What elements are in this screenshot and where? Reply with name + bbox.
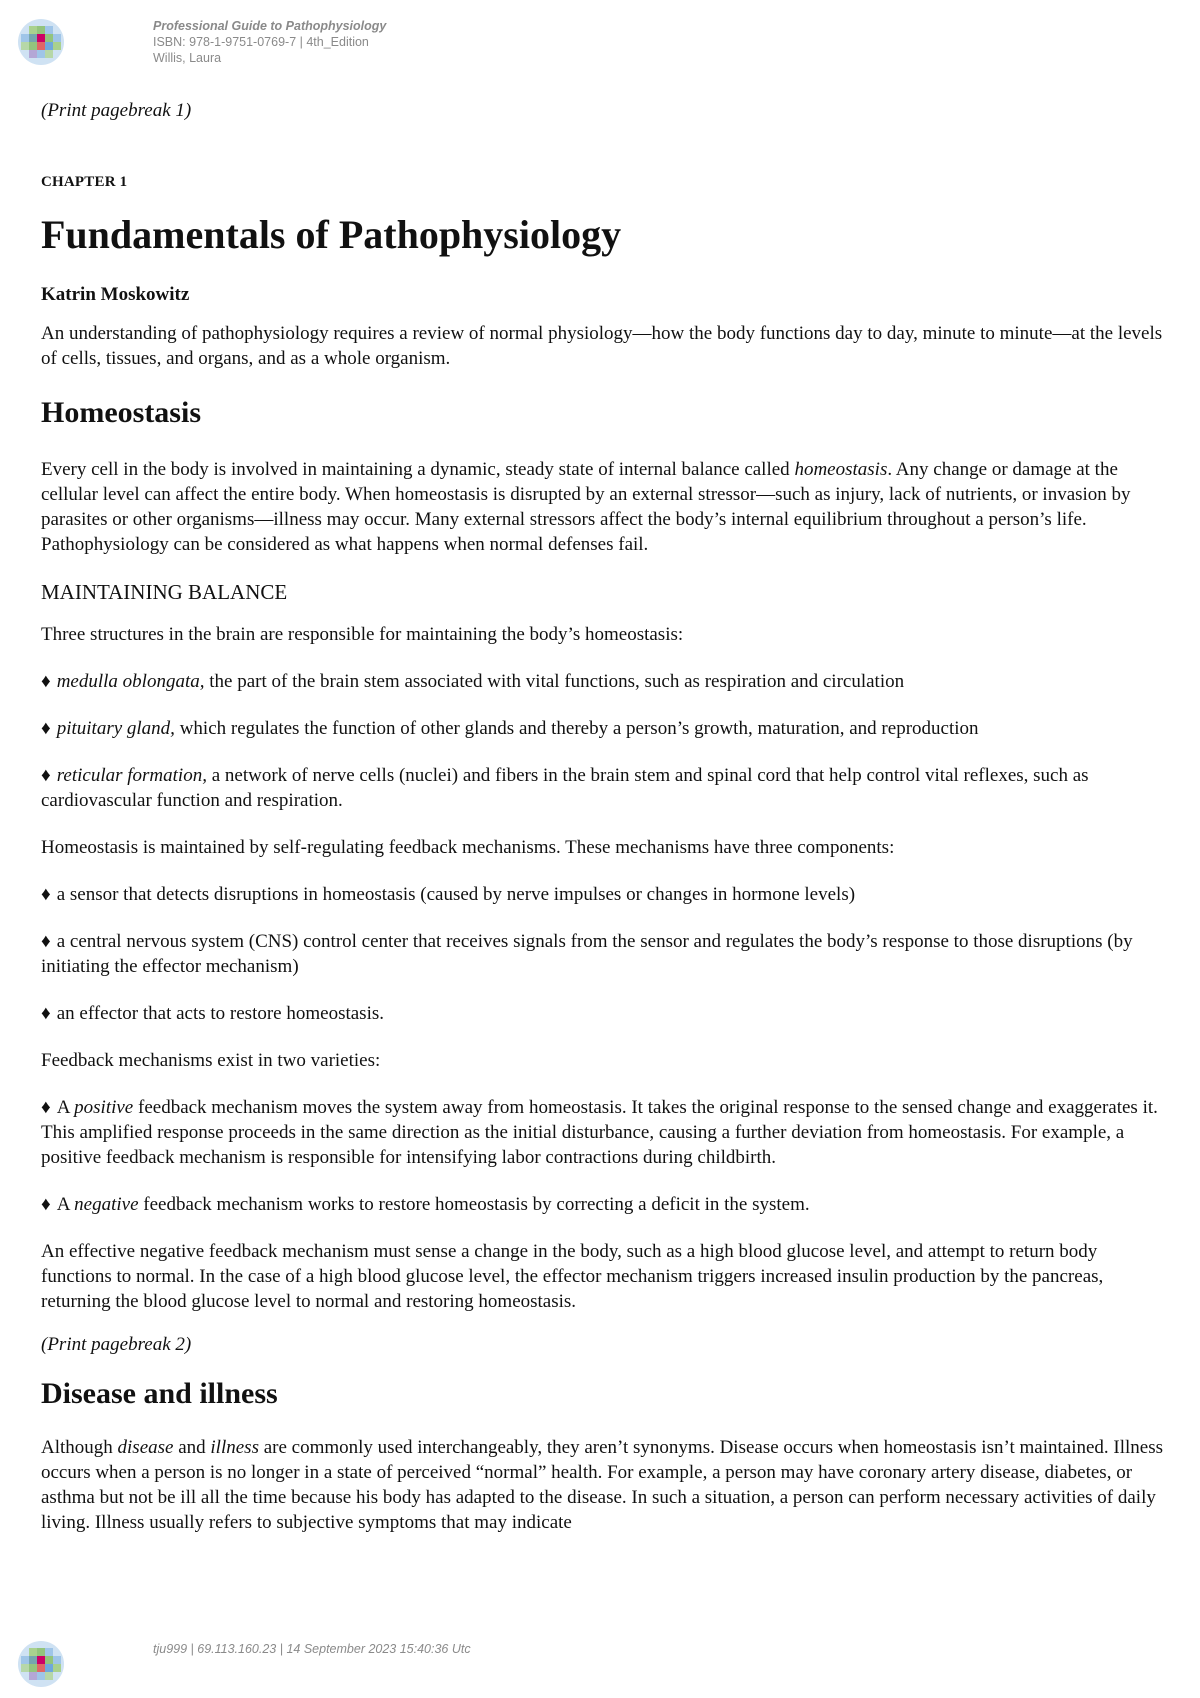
chapter-author: Katrin Moskowitz — [41, 284, 190, 305]
list-item: ♦ medulla oblongata, the part of the brain stem associated with vital functions, such as respiration and circulation — [41, 671, 905, 692]
negative-feedback-example: An effective negative feedback mechanism must sense a change in the body, such as a high blood glucose level, and attempt to return body functions to normal. In the case of a high blood glucose level, the effector mechanism triggers increased insulin production by the pancreas, returning the blood glucose level to normal and restoring homeostasis. — [41, 1241, 1104, 1312]
chapter-label: CHAPTER 1 — [41, 174, 128, 190]
feedback-intro: Homeostasis is maintained by self-regulating feedback mechanisms. These mechanisms have three components: — [41, 837, 895, 858]
book-author: Willis, Laura — [153, 51, 222, 65]
chapter-intro: An understanding of pathophysiology requires a review of normal physiology—how the body functions day to day, minute to minute—at the levels of cells, tissues, and organs, and as a whole organism. — [41, 323, 1163, 369]
diamond-bullet-icon: ♦ — [41, 1194, 51, 1215]
section-heading-homeostasis: Homeostasis — [41, 396, 201, 429]
print-pagebreak-1: (Print pagebreak 1) — [41, 100, 192, 121]
print-pagebreak-2: (Print pagebreak 2) — [41, 1334, 192, 1355]
list-item: ♦ A negative feedback mechanism works to restore homeostasis by correcting a deficit in the system. — [41, 1194, 810, 1215]
list-item: ♦ pituitary gland, which regulates the function of other glands and thereby a person’s growth, maturation, and reproduction — [41, 718, 979, 739]
homeostasis-paragraph: Every cell in the body is involved in maintaining a dynamic, steady state of internal balance called homeostasis. Any change or damage at the cellular level can affect the entire body. When homeostasis is disrupted by an external stressor—such as injury, lack of nutrients, or invasion by parasites or other organisms—illness may occur. Many external stressors affect the body’s internal equilibrium throughout a person’s life. Pathophysiology can be considered as what happens when normal defenses fail. — [41, 459, 1131, 555]
access-footer: tju999 | 69.113.160.23 | 14 September 2023 15:40:36 Utc — [153, 1642, 471, 1656]
diamond-bullet-icon: ♦ — [41, 765, 51, 786]
list-item: ♦ a sensor that detects disruptions in homeostasis (caused by nerve impulses or changes in hormone levels) — [41, 884, 856, 905]
list-item: ♦ reticular formation, a network of nerve cells (nuclei) and fibers in the brain stem and spinal cord that help control vital reflexes, such as cardiovascular function and respiration. — [41, 765, 1089, 811]
structures-intro: Three structures in the brain are responsible for maintaining the body’s homeostasis: — [41, 624, 684, 645]
disease-paragraph: Although disease and illness are commonly used interchangeably, they aren’t synonyms. Disease occurs when homeostasis isn’t maintained. Illness occurs when a person is no longer in a state of perceived “normal” health. For example, a person may have coronary artery disease, diabetes, or asthma but not be ill all the time because his body has adapted to the disease. In such a situation, a person can perform necessary activities of daily living. Illness usually refers to subjective symptoms that may indicate — [41, 1437, 1164, 1533]
isbn-line: ISBN: 978-1-9751-0769-7 | 4th_Edition — [153, 35, 369, 49]
diamond-bullet-icon: ♦ — [41, 1097, 51, 1118]
varieties-intro: Feedback mechanisms exist in two varieties: — [41, 1050, 381, 1071]
subsection-heading-maintaining-balance: MAINTAINING BALANCE — [41, 580, 288, 604]
diamond-bullet-icon: ♦ — [41, 718, 51, 739]
publisher-logo-icon — [17, 18, 65, 66]
diamond-bullet-icon: ♦ — [41, 931, 51, 952]
publisher-logo-icon — [17, 1640, 65, 1688]
list-item: ♦ an effector that acts to restore homeostasis. — [41, 1003, 384, 1024]
diamond-bullet-icon: ♦ — [41, 671, 51, 692]
book-title: Professional Guide to Pathophysiology — [153, 19, 387, 33]
chapter-title: Fundamentals of Pathophysiology — [41, 212, 622, 257]
list-item: ♦ A positive feedback mechanism moves the system away from homeostasis. It takes the original response to the sensed change and exaggerates it. This amplified response proceeds in the same direction as the initial disturbance, causing a further deviation from homeostasis. For example, a positive feedback mechanism is responsible for intensifying labor contractions during childbirth. — [41, 1097, 1158, 1168]
diamond-bullet-icon: ♦ — [41, 884, 51, 905]
page-content — [41, 98, 1171, 1535]
list-item: ♦ a central nervous system (CNS) control center that receives signals from the sensor and regulates the body’s response to those disruptions (by initiating the effector mechanism) — [41, 931, 1133, 977]
book-metadata — [153, 18, 386, 66]
diamond-bullet-icon: ♦ — [41, 1003, 51, 1024]
section-heading-disease-and-illness: Disease and illness — [41, 1377, 278, 1410]
